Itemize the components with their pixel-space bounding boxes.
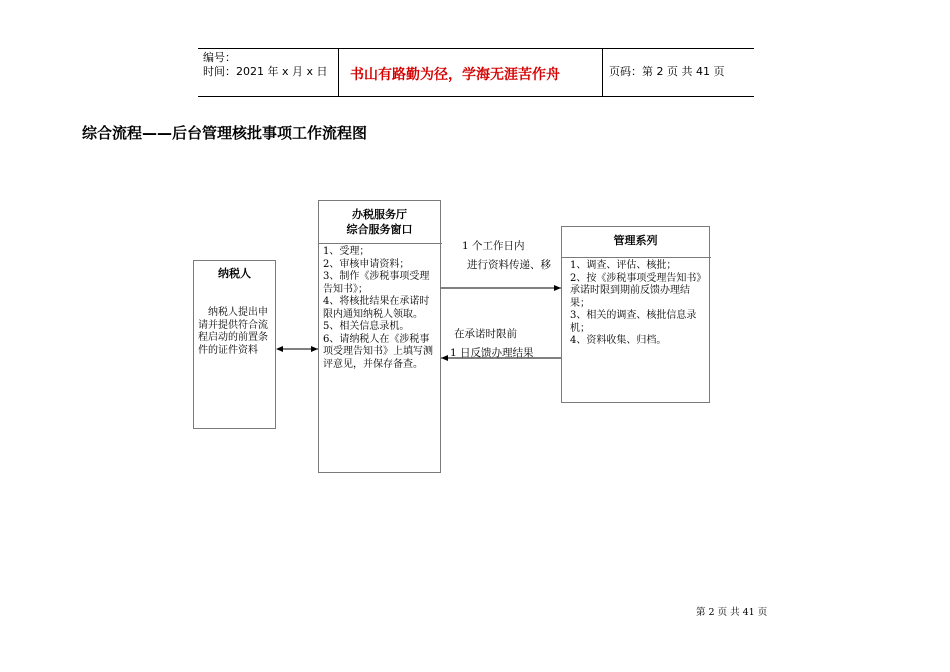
- service-window-box: [318, 200, 441, 473]
- list-item: 5、相关信息录机。: [323, 321, 410, 332]
- page-title: 综合流程——后台管理核批事项工作流程图: [82, 124, 368, 142]
- management-title: 管理系列: [613, 234, 658, 247]
- forward-label-line2: 进行资料传递、移: [467, 259, 551, 271]
- header-number-label: 编号：: [203, 51, 236, 64]
- page-footer: 第 2 页 共 41 页: [696, 607, 768, 618]
- taxpayer-text: 纳税人提出申请并提供符合流程启动的前置条件的证件资料: [198, 307, 268, 356]
- list-item: 4、将核批结果在承诺时限内通知纳税人领取。: [323, 296, 430, 320]
- header-motto: 书山有路勤为径，学海无涯苦作舟: [350, 67, 560, 83]
- back-label-line1: 在承诺时限前: [454, 328, 517, 340]
- taxpayer-title: 纳税人: [218, 267, 251, 280]
- header-time-label: 时间：2021 年 x 月 x 日: [203, 65, 328, 78]
- service-window-divider: [319, 243, 442, 244]
- service-window-title-line1: 办税服务厅: [352, 208, 407, 221]
- management-items: [570, 260, 705, 348]
- list-item: 4、资料收集、归档。: [570, 335, 667, 346]
- list-item: 2、按《涉税事项受理告知书》承诺时限到期前反馈办理结果；: [570, 272, 702, 309]
- list-item: 3、相关的调查、核批信息录机；: [570, 310, 697, 334]
- management-box: [561, 226, 710, 403]
- forward-label-line1: 1 个工作日内: [462, 240, 525, 252]
- list-item: 1、受理；: [323, 246, 370, 257]
- list-item: 6、请纳税人在《涉税事项受理告知书》上填写测评意见，并保存备查。: [323, 333, 433, 370]
- service-window-title-line2: 综合服务窗口: [346, 223, 413, 236]
- service-window-items: [323, 246, 437, 371]
- header-page-label: 页码：第 2 页 共 41 页: [609, 65, 725, 78]
- list-item: 1、调查、评估、核批；: [570, 260, 677, 271]
- back-label-line2: 1 日反馈办理结果: [450, 347, 534, 359]
- management-divider: [562, 257, 711, 258]
- list-item: 2、审核申请资料；: [323, 258, 410, 270]
- list-item: 3、制作《涉税事项受理告知书》；: [323, 271, 430, 295]
- taxpayer-box: [193, 260, 276, 429]
